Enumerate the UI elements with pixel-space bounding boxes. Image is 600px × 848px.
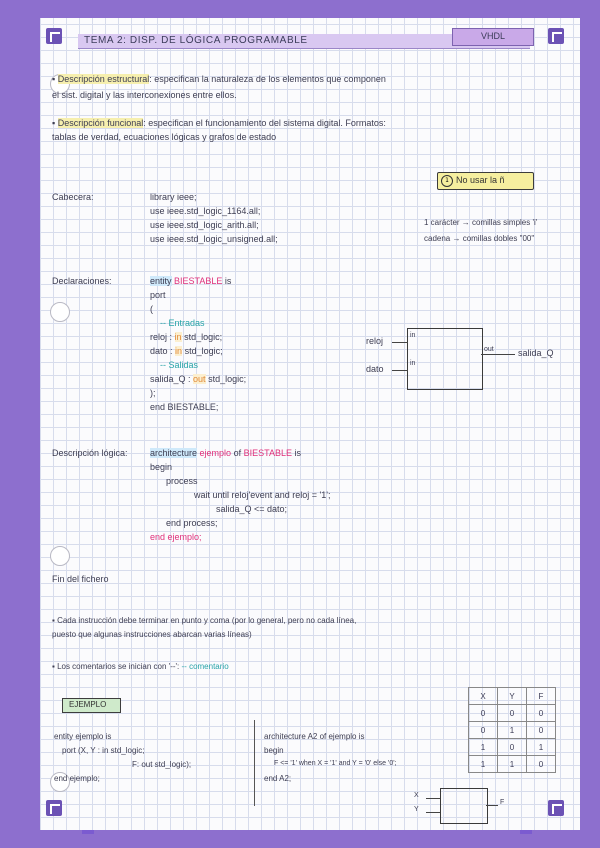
reloj-signal: reloj :: [150, 332, 173, 342]
reloj-line: [150, 332, 222, 342]
diagram-input-reloj: reloj: [366, 336, 384, 346]
corner-marker-icon: [548, 800, 564, 816]
wire: [481, 354, 515, 355]
is-keyword: is: [294, 448, 301, 458]
example-assign-line: F <= '1' when X = '1' and Y = '0' else '0';: [274, 760, 397, 767]
logic-label: Descripción lógica:: [52, 448, 128, 458]
note-number: 1: [441, 175, 453, 187]
end-process-line: end process;: [166, 518, 218, 528]
port-label-in: in: [410, 360, 416, 367]
wait-line: wait until reloj'event and reloj = '1';: [194, 490, 331, 500]
wire: [426, 798, 440, 799]
entity-name: BIESTABLE: [174, 276, 223, 286]
type-name: std_logic;: [184, 332, 223, 342]
port-label-in: in: [410, 332, 416, 339]
example-end-arch-line: end A2;: [264, 774, 292, 783]
quotes-note-1: 1 carácter → comillas simples 'i': [424, 218, 538, 227]
tt-cell: 1: [498, 756, 527, 773]
type-name: std_logic;: [184, 346, 223, 356]
port-line: port: [150, 290, 166, 300]
paren-close: );: [150, 388, 156, 398]
rule-note-2-text: Los comentarios se inician con '--':: [57, 662, 180, 671]
code-line: use ieee.std_logic_unsigned.all;: [150, 234, 278, 244]
functional-term: Descripción funcional: [57, 118, 144, 128]
functional-line-2: tablas de verdad, ecuaciones lógicas y grafos de estado: [52, 132, 277, 142]
topic-tag: [452, 28, 534, 46]
entity-block-diagram: [407, 328, 483, 390]
port-label-out: out: [484, 346, 494, 353]
is-keyword: is: [224, 276, 232, 286]
in-keyword: in: [175, 346, 183, 356]
binder-hole: [50, 546, 70, 566]
example-label-box: [62, 698, 121, 713]
rule-note-1-text: Cada instrucción debe terminar en punto y coma (por lo general, pero no cada línea,: [57, 616, 357, 625]
example-entity-line: entity ejemplo is: [54, 732, 112, 741]
tt-cell: 1: [527, 739, 556, 756]
rule-note-1b: puesto que algunas instrucciones abarcan varias líneas): [52, 630, 252, 639]
structural-term: Descripción estructural: [57, 74, 150, 84]
example-port-line: port (X, Y : in std_logic;: [62, 746, 145, 755]
architecture-keyword: architecture: [150, 448, 198, 458]
in-keyword: in: [174, 332, 182, 342]
structural-line-1: ▪ Descripción estructural: especifican la naturaleza de los elementos que componen: [52, 74, 386, 84]
diagram-input-dato: dato: [366, 364, 384, 374]
comment-inputs: -- Entradas: [160, 318, 205, 328]
wire: [426, 812, 440, 813]
divider: [254, 720, 255, 806]
salida-line: [150, 374, 246, 384]
architecture-line: [150, 448, 301, 458]
corner-marker-icon: [46, 28, 62, 44]
rule-note-1: ▪ Cada instrucción debe terminar en punto y coma (por lo general, pero no cada línea,: [52, 616, 357, 625]
note-text: No usar la ñ: [456, 175, 505, 185]
functional-line-1: ▪ Descripción funcional: especifican el funcionamiento del sistema digital. Formatos:: [52, 118, 386, 128]
tt-cell: 0: [527, 756, 556, 773]
header-section-label: Cabecera:: [52, 192, 94, 202]
example-end-line: end ejemplo;: [54, 774, 100, 783]
tt-header: F: [527, 688, 556, 705]
tt-cell: 1: [469, 756, 498, 773]
comment-outputs: -- Salidas: [160, 360, 199, 370]
code-line: use ieee.std_logic_arith.all;: [150, 220, 259, 230]
example-block-diagram: [440, 788, 488, 824]
entity-end-text: end BIESTABLE;: [150, 402, 219, 412]
code-line: library ieee;: [150, 192, 197, 202]
tt-cell: 0: [469, 705, 498, 722]
tt-cell: 0: [498, 705, 527, 722]
type-name: std_logic;: [208, 374, 247, 384]
tt-cell: 0: [498, 739, 527, 756]
tt-cell: 0: [527, 705, 556, 722]
example-label: EJEMPLO: [69, 700, 107, 709]
wire: [392, 370, 408, 371]
tt-cell: 1: [469, 739, 498, 756]
dato-line: [150, 346, 223, 356]
assign-line: salida_Q <= dato;: [216, 504, 288, 514]
wire: [486, 805, 498, 806]
example-port-line-2: F: out std_logic);: [132, 760, 192, 769]
tt-cell: 1: [498, 722, 527, 739]
note-box: [437, 172, 534, 190]
example-begin-line: begin: [264, 746, 284, 755]
architecture-entity: BIESTABLE: [243, 448, 292, 458]
process-line: process: [166, 476, 198, 486]
end-of-file: Fin del fichero: [52, 574, 109, 584]
rule-note-2: ▪ Los comentarios se inician con '--': -- comentario: [52, 662, 229, 671]
tt-cell: 0: [469, 722, 498, 739]
of-keyword: of: [233, 448, 242, 458]
example-architecture-line: architecture A2 of ejemplo is: [264, 732, 365, 741]
paren-open: (: [150, 304, 153, 314]
salida-signal: salida_Q :: [150, 374, 191, 384]
structural-line-2: el sist. digital y las interconexiones entre ellos.: [52, 90, 237, 100]
begin-line: begin: [150, 462, 173, 472]
dato-signal: dato :: [150, 346, 173, 356]
gate-input-x: X: [414, 792, 419, 799]
structural-text: : especifican la naturaleza de los elementos que componen: [149, 74, 386, 84]
end-architecture-line: [150, 532, 202, 542]
page-title: TEMA 2: DISP. DE LÓGICA PROGRAMABLE: [84, 35, 308, 46]
topic-tag-label: VHDL: [480, 31, 505, 41]
wire: [392, 342, 408, 343]
entity-line: [150, 276, 231, 286]
gate-input-y: Y: [414, 806, 419, 813]
architecture-name: ejemplo: [199, 448, 232, 458]
corner-marker-icon: [548, 28, 564, 44]
binder-hole: [50, 302, 70, 322]
corner-marker-icon: [46, 800, 62, 816]
diagram-output: salida_Q: [518, 348, 554, 358]
code-line: use ieee.std_logic_1164.all;: [150, 206, 261, 216]
tt-cell: 0: [527, 722, 556, 739]
declarations-label: Declaraciones:: [52, 276, 112, 286]
tt-header: X: [469, 688, 498, 705]
comment-example: -- comentario: [181, 662, 229, 671]
tt-header: Y: [498, 688, 527, 705]
quotes-note-2: cadena → comillas dobles "00": [424, 234, 535, 243]
end-architecture-text: end ejemplo;: [150, 532, 202, 542]
entity-end: [150, 402, 218, 412]
functional-text: : especifican el funcionamiento del sistema digital. Formatos:: [143, 118, 386, 128]
truth-table: [468, 687, 556, 773]
entity-keyword: entity: [150, 276, 172, 286]
gate-output-f: F: [500, 799, 505, 806]
out-keyword: out: [193, 374, 206, 384]
